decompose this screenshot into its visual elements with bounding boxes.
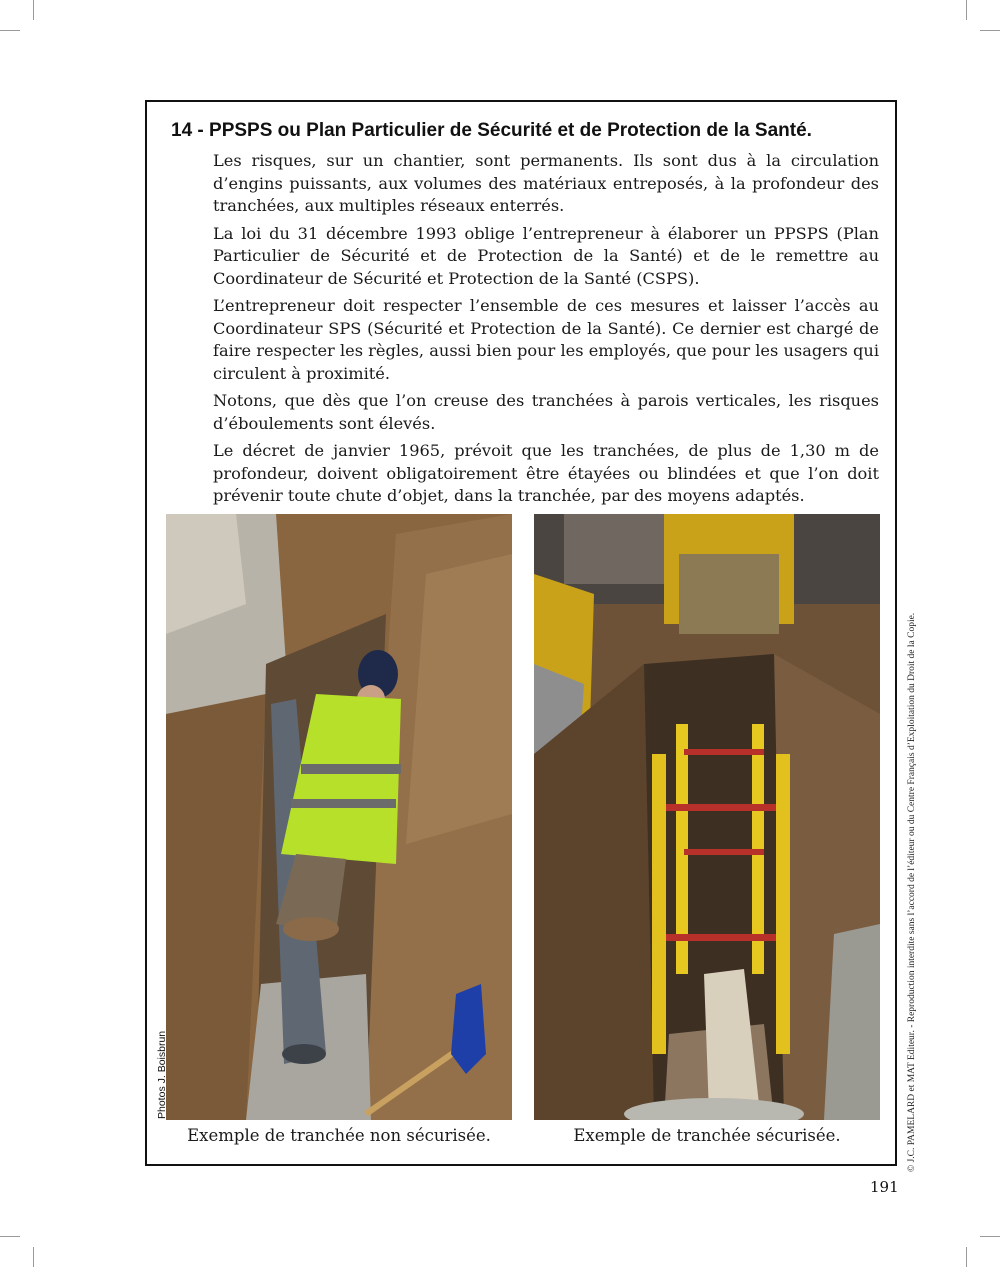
section-title: 14 - PPSPS ou Plan Particulier de Sécurité et de Protection de la Santé. [171,120,812,141]
paragraph: Les risques, sur un chantier, sont permanents. Ils sont dus à la circulation d’engins puissants, aux volumes des matériaux entreposés, à la profondeur des tranchées, aux multiples réseaux enterrés. [213,151,879,215]
paragraph: Le décret de janvier 1965, prévoit que les tranchées, de plus de 1,30 m de profondeur, doivent obligatoirement être étayées ou blindées et que l’on doit prévenir toute chute d’objet, dans la tranchée, par des moyens adaptés. [213,441,879,505]
crop-mark [0,30,20,31]
crop-mark [966,1247,967,1267]
paragraph: L’entrepreneur doit respecter l’ensemble de ces mesures et laisser l’accès au Coordinateur SPS (Sécurité et Protection de la Santé). Ce dernier est chargé de faire respecter les règles, aussi bien pour les employés, que pour les usagers qui circulent à proximité. [213,296,879,383]
caption-secured-trench: Exemple de tranchée sécurisée. [573,1126,841,1145]
crop-mark [980,1236,1000,1237]
crop-mark [966,0,967,20]
body-text [213,150,879,513]
paragraph: La loi du 31 décembre 1993 oblige l’entrepreneur à élaborer un PPSPS (Plan Particulier de Sécurité et de Protection de la Santé) et de le remettre au Coordinateur de Sécurité et Protection de la Santé (CSPS). [213,223,879,288]
crop-mark [980,30,1000,31]
caption-unsecured-trench: Exemple de tranchée non sécurisée. [187,1126,491,1145]
paragraph: Notons, que dès que l’on creuse des tranchées à parois verticales, les risques d’éboulements sont élevés. [213,391,879,433]
crop-mark [0,1236,20,1237]
page-number: 191 [870,1178,899,1196]
crop-mark [33,1247,34,1267]
photo-secured-trench [534,514,880,1120]
content-frame [145,100,897,1166]
trench-worker-illustration [166,514,512,1120]
photo-credit: Photos J. Boisbrun [156,1030,168,1119]
photo-unsecured-trench [166,514,512,1120]
shored-trench-illustration [534,514,880,1120]
crop-mark [33,0,34,20]
copyright-notice: © J.C. PAMELARD et MAT Editeur. - Reproduction interdite sans l’accord de l’éditeur ou du Centre Français d’Exploitation du Droit de la Copie. [907,612,917,1172]
